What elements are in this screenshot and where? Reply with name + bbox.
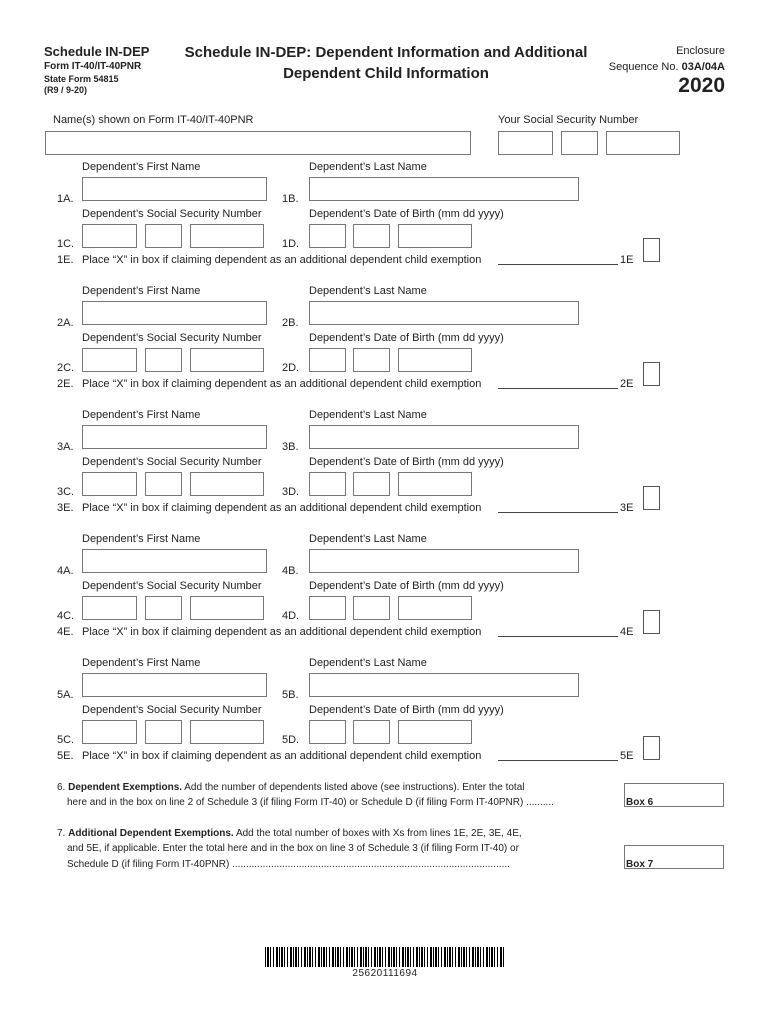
dependent-3-ssn-part2[interactable] bbox=[145, 472, 182, 496]
page-title-line2: Dependent Child Information bbox=[283, 65, 489, 82]
line-6-text bbox=[57, 782, 617, 793]
dependent-4-ssn-part3[interactable] bbox=[190, 596, 264, 620]
line-3c-label: 3C. bbox=[57, 486, 75, 498]
line-7-number: 7. bbox=[57, 828, 66, 839]
dependent-4-dob-month[interactable] bbox=[309, 596, 346, 620]
dependent-4-exemption-checkbox[interactable] bbox=[643, 610, 660, 634]
line-3d-label: 3D. bbox=[282, 486, 300, 498]
line-6-text-1: Add the number of dependents listed above (see instructions). Enter the total bbox=[184, 782, 525, 793]
box-6-label: Box 6 bbox=[626, 797, 654, 808]
line-1b-label: 1B. bbox=[282, 193, 299, 205]
dependent-2-last-name[interactable] bbox=[309, 301, 579, 325]
line-5d-label: 5D. bbox=[282, 734, 300, 746]
dependent-1-exemption-checkbox[interactable] bbox=[643, 238, 660, 262]
dependent-5-dob-day[interactable] bbox=[353, 720, 390, 744]
leader-line bbox=[498, 512, 618, 513]
line-4e-label: 4E. bbox=[57, 626, 74, 638]
dependent-5-ssn-part2[interactable] bbox=[145, 720, 182, 744]
line-1e-label: 1E. bbox=[57, 254, 74, 266]
taxpayer-ssn-part2[interactable] bbox=[561, 131, 598, 155]
leader-line bbox=[498, 760, 618, 761]
dependent-4-ssn-part1[interactable] bbox=[82, 596, 137, 620]
line-5a-label: 5A. bbox=[57, 689, 74, 701]
line-2b-label: 2B. bbox=[282, 317, 299, 329]
dependent-3-dob-day[interactable] bbox=[353, 472, 390, 496]
dependent-5-dob-year[interactable] bbox=[398, 720, 472, 744]
leader-line bbox=[498, 264, 618, 265]
dependent-1-dob-month[interactable] bbox=[309, 224, 346, 248]
dependent-1-last-name[interactable] bbox=[309, 177, 579, 201]
dependent-3-exemption-checkbox[interactable] bbox=[643, 486, 660, 510]
dob-field-label: Dependent’s Date of Birth (mm dd yyyy) bbox=[309, 208, 504, 220]
dob-field-label: Dependent’s Date of Birth (mm dd yyyy) bbox=[309, 704, 504, 716]
taxpayer-name-input[interactable] bbox=[45, 131, 471, 155]
enclosure-label: Enclosure bbox=[676, 45, 725, 57]
dependent-1-dob-day[interactable] bbox=[353, 224, 390, 248]
revision-date: (R9 / 9-20) bbox=[44, 85, 88, 95]
line-1a-label: 1A. bbox=[57, 193, 74, 205]
dependent-2-exemption-checkbox[interactable] bbox=[643, 362, 660, 386]
line-3e-label: 3E. bbox=[57, 502, 74, 514]
dependent-4-first-name[interactable] bbox=[82, 549, 267, 573]
line-7-text-3: Schedule D (if filing Form IT-40PNR) .................................................................................................... bbox=[67, 859, 510, 870]
dependent-2-ssn-part2[interactable] bbox=[145, 348, 182, 372]
dependent-1-dob-year[interactable] bbox=[398, 224, 472, 248]
line-2a-label: 2A. bbox=[57, 317, 74, 329]
ssn-field-label: Dependent’s Social Security Number bbox=[82, 208, 262, 220]
first-name-label: Dependent’s First Name bbox=[82, 285, 201, 297]
exemption-instruction: Place “X” in box if claiming dependent as an additional dependent child exemption bbox=[82, 502, 482, 514]
ssn-field-label: Dependent’s Social Security Number bbox=[82, 704, 262, 716]
dependent-1-ssn-part3[interactable] bbox=[190, 224, 264, 248]
dependent-2-ssn-part1[interactable] bbox=[82, 348, 137, 372]
dependent-5-ssn-part3[interactable] bbox=[190, 720, 264, 744]
barcode-image bbox=[265, 947, 505, 967]
line-1d-label: 1D. bbox=[282, 238, 300, 250]
line-4e-right-label: 4E bbox=[620, 626, 634, 638]
dependent-3-ssn-part1[interactable] bbox=[82, 472, 137, 496]
first-name-label: Dependent’s First Name bbox=[82, 657, 201, 669]
ssn-field-label: Dependent’s Social Security Number bbox=[82, 456, 262, 468]
line-6-heading: Dependent Exemptions. bbox=[68, 782, 183, 793]
line-6-number: 6. bbox=[57, 782, 66, 793]
dependent-5-exemption-checkbox[interactable] bbox=[643, 736, 660, 760]
dependent-1-first-name[interactable] bbox=[82, 177, 267, 201]
schedule-name: Schedule IN-DEP bbox=[44, 44, 150, 59]
dependent-5-dob-month[interactable] bbox=[309, 720, 346, 744]
line-7-text-1: Add the total number of boxes with Xs from lines 1E, 2E, 3E, 4E, bbox=[235, 828, 522, 839]
first-name-label: Dependent’s First Name bbox=[82, 533, 201, 545]
ssn-field-label: Dependent’s Social Security Number bbox=[82, 580, 262, 592]
dependent-1-ssn-part2[interactable] bbox=[145, 224, 182, 248]
line-4b-label: 4B. bbox=[282, 565, 299, 577]
sequence-number bbox=[590, 61, 725, 73]
line-2e-right-label: 2E bbox=[620, 378, 634, 390]
exemption-instruction: Place “X” in box if claiming dependent as an additional dependent child exemption bbox=[82, 626, 482, 638]
dependent-4-ssn-part2[interactable] bbox=[145, 596, 182, 620]
last-name-label: Dependent’s Last Name bbox=[309, 409, 427, 421]
line-5b-label: 5B. bbox=[282, 689, 299, 701]
dependent-5-ssn-part1[interactable] bbox=[82, 720, 137, 744]
line-4a-label: 4A. bbox=[57, 565, 74, 577]
line-5e-label: 5E. bbox=[57, 750, 74, 762]
line-1c-label: 1C. bbox=[57, 238, 75, 250]
last-name-label: Dependent’s Last Name bbox=[309, 285, 427, 297]
dependent-5-first-name[interactable] bbox=[82, 673, 267, 697]
line-4c-label: 4C. bbox=[57, 610, 75, 622]
dependent-3-dob-year[interactable] bbox=[398, 472, 472, 496]
line-7-text bbox=[57, 828, 617, 839]
dependent-3-dob-month[interactable] bbox=[309, 472, 346, 496]
line-7-heading: Additional Dependent Exemptions. bbox=[68, 828, 234, 839]
line-5c-label: 5C. bbox=[57, 734, 75, 746]
line-3a-label: 3A. bbox=[57, 441, 74, 453]
form-number: Form IT-40/IT-40PNR bbox=[44, 61, 142, 72]
dependent-3-ssn-part3[interactable] bbox=[190, 472, 264, 496]
exemption-instruction: Place “X” in box if claiming dependent as an additional dependent child exemption bbox=[82, 254, 482, 266]
dependent-3-last-name[interactable] bbox=[309, 425, 579, 449]
first-name-label: Dependent’s First Name bbox=[82, 161, 201, 173]
dependent-2-first-name[interactable] bbox=[82, 301, 267, 325]
line-5e-right-label: 5E bbox=[620, 750, 634, 762]
dob-field-label: Dependent’s Date of Birth (mm dd yyyy) bbox=[309, 456, 504, 468]
sequence-value: 03A/04A bbox=[681, 61, 725, 73]
box-7-label: Box 7 bbox=[626, 859, 654, 870]
last-name-label: Dependent’s Last Name bbox=[309, 657, 427, 669]
last-name-label: Dependent’s Last Name bbox=[309, 161, 427, 173]
line-2d-label: 2D. bbox=[282, 362, 300, 374]
tax-year: 2020 bbox=[678, 74, 725, 97]
first-name-label: Dependent’s First Name bbox=[82, 409, 201, 421]
exemption-instruction: Place “X” in box if claiming dependent as an additional dependent child exemption bbox=[82, 750, 482, 762]
line-1e-right-label: 1E bbox=[620, 254, 634, 266]
dependent-5-last-name[interactable] bbox=[309, 673, 579, 697]
dependent-1-ssn-part1[interactable] bbox=[82, 224, 137, 248]
dob-field-label: Dependent’s Date of Birth (mm dd yyyy) bbox=[309, 332, 504, 344]
last-name-label: Dependent’s Last Name bbox=[309, 533, 427, 545]
dependent-4-dob-year[interactable] bbox=[398, 596, 472, 620]
dependent-4-dob-day[interactable] bbox=[353, 596, 390, 620]
names-label: Name(s) shown on Form IT-40/IT-40PNR bbox=[53, 114, 254, 126]
line-2c-label: 2C. bbox=[57, 362, 75, 374]
dependent-2-dob-month[interactable] bbox=[309, 348, 346, 372]
leader-line bbox=[498, 388, 618, 389]
dependent-4-last-name[interactable] bbox=[309, 549, 579, 573]
sequence-prefix: Sequence No. bbox=[608, 61, 679, 73]
leader-line bbox=[498, 636, 618, 637]
dependent-2-dob-year[interactable] bbox=[398, 348, 472, 372]
line-3e-right-label: 3E bbox=[620, 502, 634, 514]
ssn-field-label: Dependent’s Social Security Number bbox=[82, 332, 262, 344]
page-title-line1: Schedule IN-DEP: Dependent Information and Additional bbox=[184, 44, 588, 61]
dependent-3-first-name[interactable] bbox=[82, 425, 267, 449]
exemption-instruction: Place “X” in box if claiming dependent as an additional dependent child exemption bbox=[82, 378, 482, 390]
dob-field-label: Dependent’s Date of Birth (mm dd yyyy) bbox=[309, 580, 504, 592]
dependent-2-dob-day[interactable] bbox=[353, 348, 390, 372]
line-4d-label: 4D. bbox=[282, 610, 300, 622]
state-form-number: State Form 54815 bbox=[44, 74, 119, 84]
taxpayer-ssn-part1[interactable] bbox=[498, 131, 553, 155]
taxpayer-ssn-part3[interactable] bbox=[606, 131, 680, 155]
barcode-number: 25620111694 bbox=[352, 968, 418, 979]
dependent-2-ssn-part3[interactable] bbox=[190, 348, 264, 372]
line-3b-label: 3B. bbox=[282, 441, 299, 453]
line-2e-label: 2E. bbox=[57, 378, 74, 390]
line-7-text-2: and 5E, if applicable. Enter the total here and in the box on line 3 of Schedule 3 (if filing Form IT-40) or bbox=[67, 843, 519, 854]
ssn-label: Your Social Security Number bbox=[498, 114, 639, 126]
line-6-text-2: here and in the box on line 2 of Schedule 3 (if filing Form IT-40) or Schedule D (if filing Form IT-40PNR) .......... bbox=[67, 797, 554, 808]
